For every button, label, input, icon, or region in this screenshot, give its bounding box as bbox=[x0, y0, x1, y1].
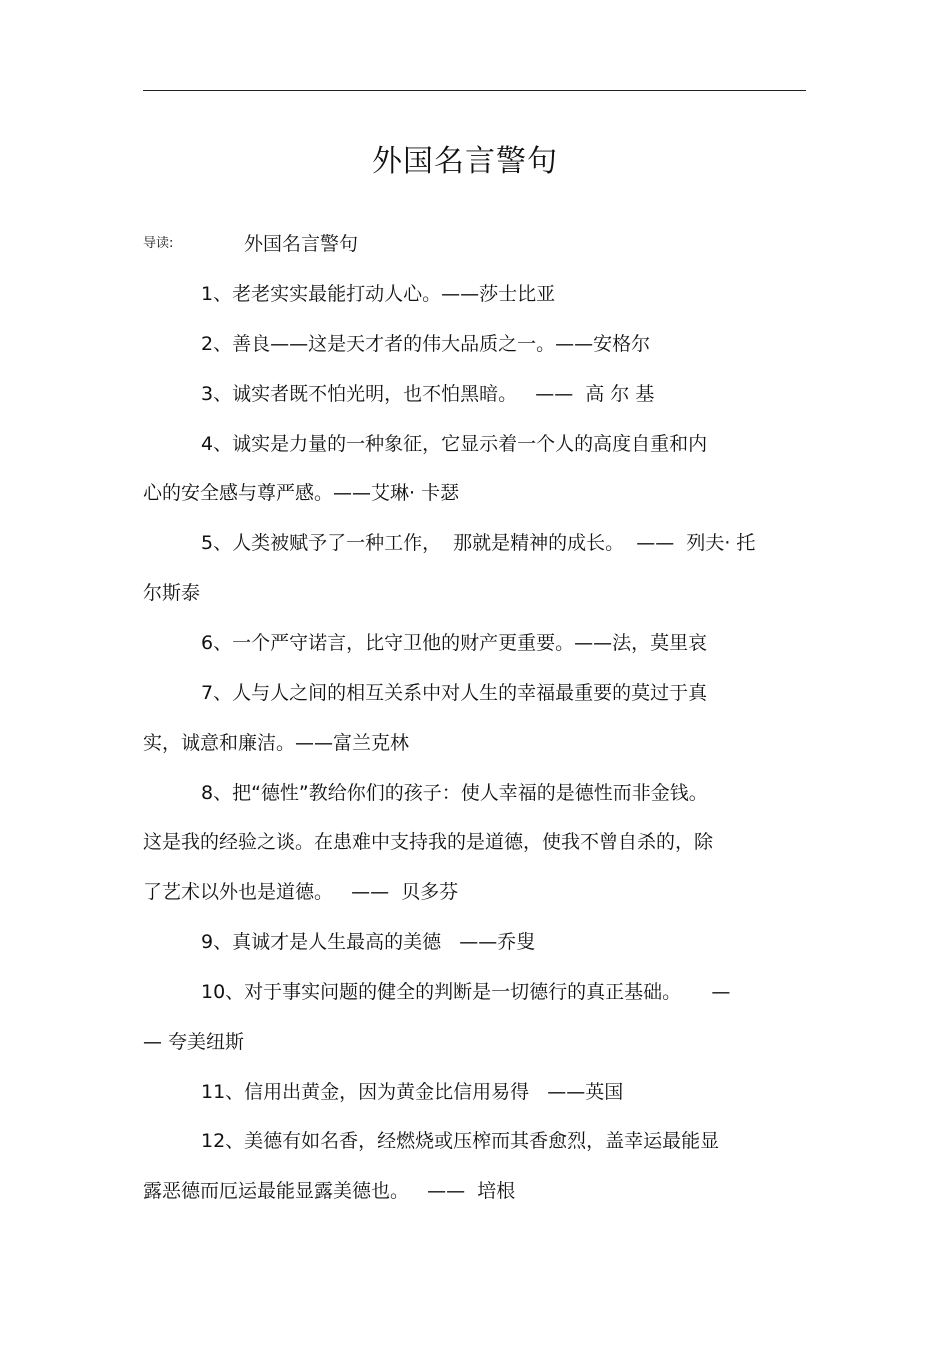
quote-line: 2、善良——这是天才者的伟大品质之一。——安格尔 bbox=[201, 333, 651, 355]
quote-line: — 夸美纽斯 bbox=[143, 1031, 245, 1053]
quote-line: 3、诚实者既不怕光明，也不怕黑暗。 —— 高 尔 基 bbox=[201, 383, 655, 405]
quote-line: 12、美德有如名香，经燃烧或压榨而其香愈烈，盖幸运最能显 bbox=[201, 1130, 720, 1152]
quote-line: 9、真诚才是人生最高的美德 ——乔叟 bbox=[201, 931, 536, 953]
quote-line: 6、一个严守诺言，比守卫他的财产更重要。——法，莫里哀 bbox=[201, 632, 708, 654]
quote-line: 实，诚意和廉洁。——富兰克林 bbox=[143, 732, 410, 754]
quote-line: 这是我的经验之谈。在患难中支持我的是道德，使我不曾自杀的，除 bbox=[143, 831, 714, 853]
quote-line: 11、信用出黄金，因为黄金比信用易得 ——英国 bbox=[201, 1081, 624, 1103]
document-title: 外国名言警句 bbox=[372, 144, 558, 179]
quote-line: 7、人与人之间的相互关系中对人生的幸福最重要的莫过于真 bbox=[201, 682, 708, 704]
quote-line: 了艺术以外也是道德。 —— 贝多芬 bbox=[143, 881, 459, 903]
quote-line: 露恶德而厄运最能显露美德也。 —— 培根 bbox=[143, 1180, 516, 1202]
quote-line: 10、对于事实问题的健全的判断是一切德行的真正基础。 — bbox=[201, 981, 731, 1003]
top-rule bbox=[143, 90, 806, 91]
quote-line: 1、老老实实最能打动人心。——莎士比亚 bbox=[201, 283, 556, 305]
lead-label: 导读: bbox=[143, 236, 174, 251]
quote-line: 心的安全感与尊严感。——艾琳· 卡瑟 bbox=[143, 482, 460, 504]
quote-line: 8、把“德性”教给你们的孩子：使人幸福的是德性而非金钱。 bbox=[201, 782, 708, 804]
quote-line: 5、人类被赋予了一种工作， 那就是精神的成长。 —— 列夫· 托 bbox=[201, 532, 756, 554]
quote-line: 4、诚实是力量的一种象征，它显示着一个人的高度自重和内 bbox=[201, 433, 708, 455]
quote-line: 尔斯泰 bbox=[143, 582, 201, 604]
lead-text: 外国名言警句 bbox=[244, 233, 359, 255]
